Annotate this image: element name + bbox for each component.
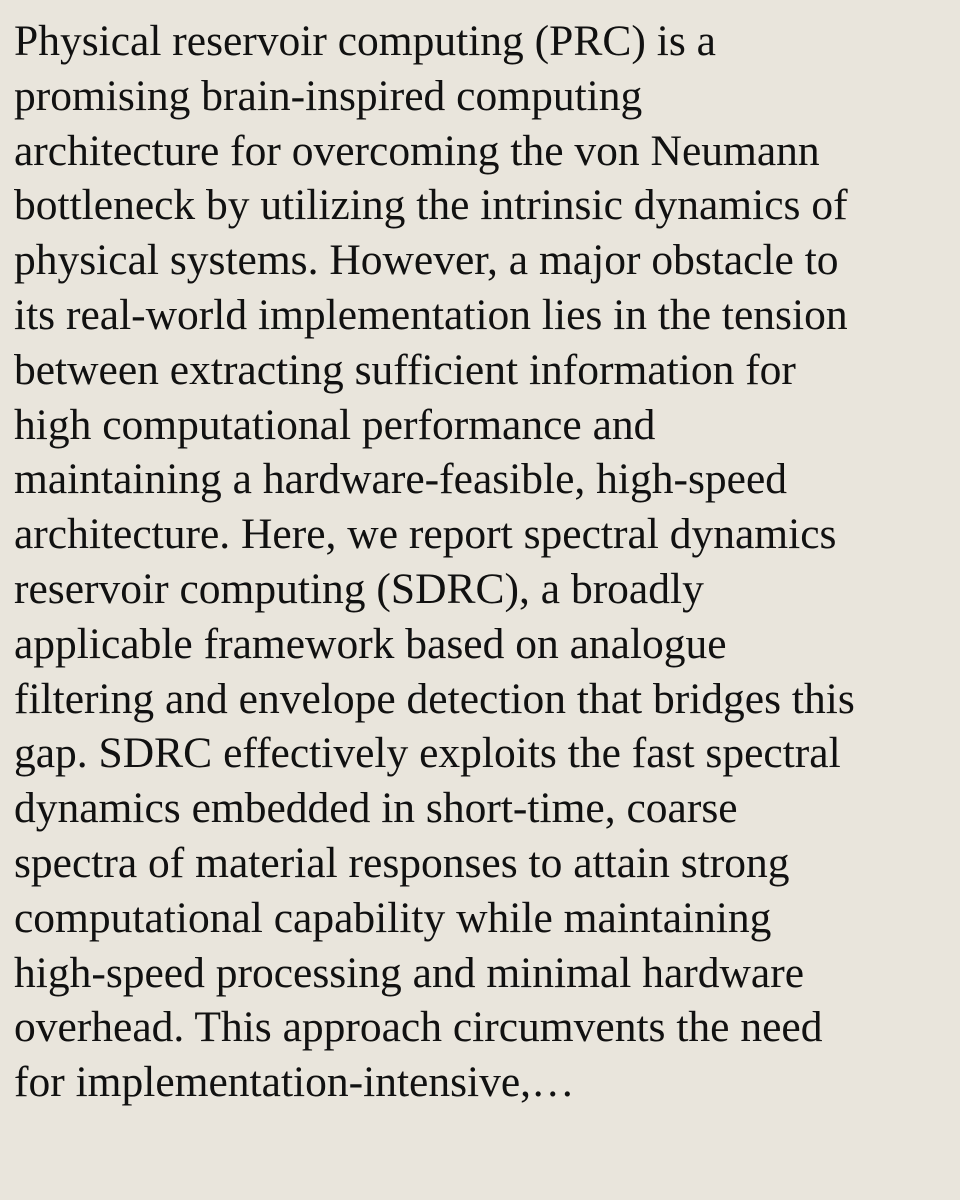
abstract-line-5: physical systems. However, a major obstacle to xyxy=(14,236,839,285)
abstract-line-13: filtering and envelope detection that bridges this xyxy=(14,674,855,723)
abstract-line-7: between extracting sufficient information for xyxy=(14,345,796,394)
abstract-line-3: architecture for overcoming the von Neumann xyxy=(14,126,820,175)
abstract-line-6: its real-world implementation lies in the tension xyxy=(14,290,848,339)
abstract-line-11: reservoir computing (SDRC), a broadly xyxy=(14,564,704,613)
abstract-line-1: Physical reservoir computing (PRC) is a xyxy=(14,17,716,65)
abstract-line-15: dynamics embedded in short-time, coarse xyxy=(14,784,738,833)
abstract-line-19: overhead. This approach circumvents the need xyxy=(14,1003,823,1052)
abstract-line-17: computational capability while maintaining xyxy=(14,893,772,942)
abstract-paragraph xyxy=(14,14,950,1110)
abstract-line-9: maintaining a hardware-feasible, high-speed xyxy=(14,455,788,504)
abstract-line-4: bottleneck by utilizing the intrinsic dynamics of xyxy=(14,181,848,230)
abstract-line-16: spectra of material responses to attain strong xyxy=(14,838,790,887)
abstract-line-12: applicable framework based on analogue xyxy=(14,619,727,668)
abstract-line-20: for implementation-intensive,… xyxy=(14,1058,575,1107)
abstract-line-8: high computational performance and xyxy=(14,400,656,449)
abstract-line-2: promising brain-inspired computing xyxy=(14,71,643,120)
abstract-line-18: high-speed processing and minimal hardware xyxy=(14,948,805,997)
abstract-line-14: gap. SDRC effectively exploits the fast spectral xyxy=(14,729,841,778)
abstract-line-10: architecture. Here, we report spectral dynamics xyxy=(14,510,837,559)
